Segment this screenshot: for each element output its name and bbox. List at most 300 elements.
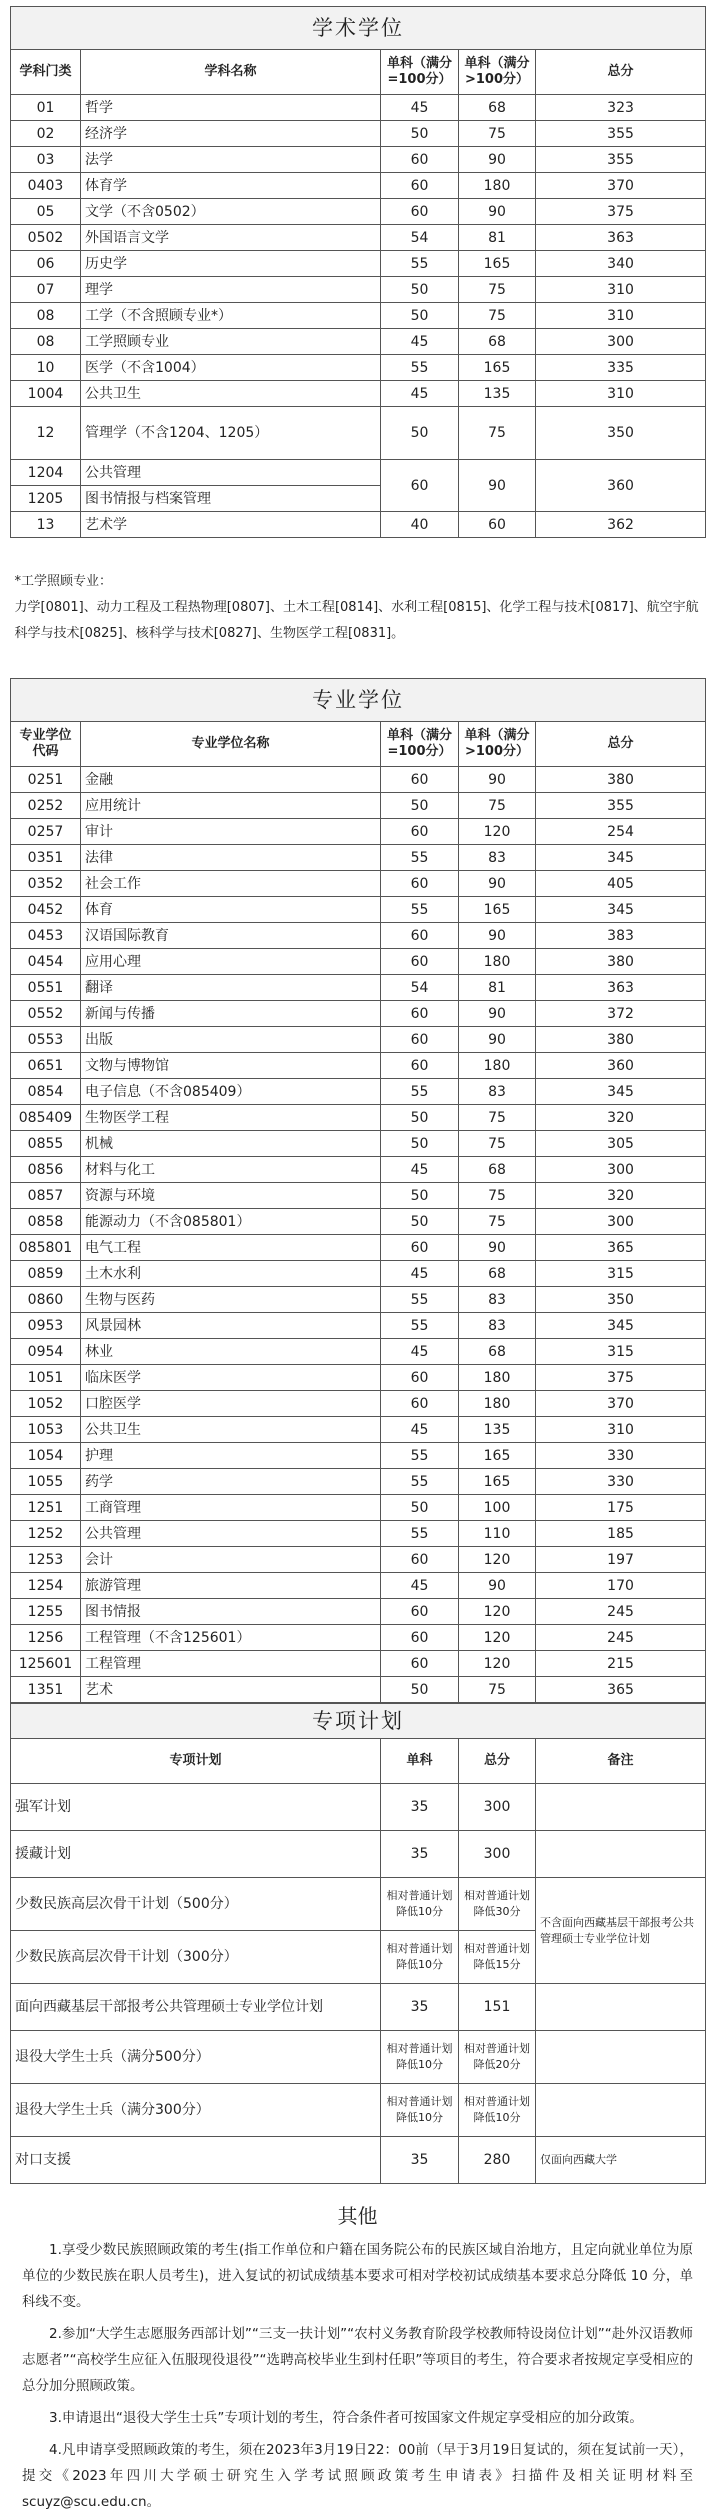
single1-cell: 60 bbox=[381, 949, 459, 975]
total-cell: 365 bbox=[536, 1235, 706, 1261]
single2-cell: 75 bbox=[459, 277, 536, 303]
plan-name: 面向西藏基层干部报考公共管理硕士专业学位计划 bbox=[11, 1984, 381, 2031]
single1-cell: 50 bbox=[381, 407, 459, 460]
name-cell: 材料与化工 bbox=[81, 1157, 381, 1183]
table-row bbox=[11, 2031, 706, 2084]
single2-cell: 110 bbox=[459, 1521, 536, 1547]
note-paragraph: 2.参加“大学生志愿服务西部计划”“三支一扶计划”“农村义务教育阶段学校教师特设岗位计划”“赴外汉语教师志愿者”“高校学生应征入伍服现役退役”“选聘高校毕业生到村任职”等项目的考生，符合要求者按规定享受相应的总分加分照顾政策。 bbox=[22, 2326, 693, 2394]
header-name: 专业学位名称 bbox=[81, 722, 381, 767]
plan-remark bbox=[536, 1984, 706, 2031]
single1-cell: 55 bbox=[381, 1079, 459, 1105]
single1-cell: 60 bbox=[381, 1001, 459, 1027]
code-cell: 03 bbox=[11, 147, 81, 173]
total-cell: 362 bbox=[536, 512, 706, 538]
single1-cell: 50 bbox=[381, 1209, 459, 1235]
engineering-note bbox=[11, 538, 706, 679]
single2-cell: 90 bbox=[459, 1027, 536, 1053]
name-cell: 工程管理（不含125601） bbox=[81, 1625, 381, 1651]
total-cell: 383 bbox=[536, 923, 706, 949]
code-cell: 0352 bbox=[11, 871, 81, 897]
single1-cell: 50 bbox=[381, 1677, 459, 1703]
professional-header-row bbox=[11, 722, 706, 767]
table-row bbox=[11, 949, 706, 975]
total-cell: 355 bbox=[536, 793, 706, 819]
single2-cell: 165 bbox=[459, 355, 536, 381]
single1-cell: 50 bbox=[381, 1131, 459, 1157]
single2-cell: 165 bbox=[459, 1443, 536, 1469]
single1-cell: 45 bbox=[381, 1261, 459, 1287]
plan-name: 退役大学生士兵（满分500分） bbox=[11, 2031, 381, 2084]
code-cell: 1051 bbox=[11, 1365, 81, 1391]
total-cell: 365 bbox=[536, 1677, 706, 1703]
table-row bbox=[11, 1599, 706, 1625]
single2-cell: 120 bbox=[459, 1547, 536, 1573]
name-cell: 旅游管理 bbox=[81, 1573, 381, 1599]
code-cell: 0860 bbox=[11, 1287, 81, 1313]
total-cell: 360 bbox=[536, 1053, 706, 1079]
single2-cell: 90 bbox=[459, 923, 536, 949]
table-row bbox=[11, 1677, 706, 1703]
name-cell: 药学 bbox=[81, 1469, 381, 1495]
single1-cell: 60 bbox=[381, 199, 459, 225]
total-cell: 300 bbox=[536, 1157, 706, 1183]
name-cell: 哲学 bbox=[81, 95, 381, 121]
header-remark: 备注 bbox=[536, 1739, 706, 1784]
total-cell: 305 bbox=[536, 1131, 706, 1157]
plan-total: 相对普通计划降低15分 bbox=[459, 1931, 536, 1984]
single1-cell: 60 bbox=[381, 1599, 459, 1625]
name-cell: 口腔医学 bbox=[81, 1391, 381, 1417]
single2-cell: 120 bbox=[459, 819, 536, 845]
table-row bbox=[11, 1183, 706, 1209]
plan-single: 35 bbox=[381, 2137, 459, 2184]
name-cell: 翻译 bbox=[81, 975, 381, 1001]
total-cell: 175 bbox=[536, 1495, 706, 1521]
single2-cell: 90 bbox=[459, 460, 536, 512]
single1-cell: 55 bbox=[381, 897, 459, 923]
single1-cell: 45 bbox=[381, 95, 459, 121]
special-header-row bbox=[11, 1739, 706, 1784]
total-cell: 330 bbox=[536, 1443, 706, 1469]
total-cell: 360 bbox=[536, 460, 706, 512]
table-row bbox=[11, 277, 706, 303]
total-cell: 245 bbox=[536, 1599, 706, 1625]
plan-remark bbox=[536, 1831, 706, 1878]
total-cell: 345 bbox=[536, 845, 706, 871]
plan-remark: 仅面向西藏大学 bbox=[536, 2137, 706, 2184]
name-cell: 法律 bbox=[81, 845, 381, 871]
name-cell: 汉语国际教育 bbox=[81, 923, 381, 949]
table-row bbox=[11, 1625, 706, 1651]
code-cell: 1256 bbox=[11, 1625, 81, 1651]
plan-total: 相对普通计划降低20分 bbox=[459, 2031, 536, 2084]
single2-cell: 75 bbox=[459, 1105, 536, 1131]
total-cell: 310 bbox=[536, 1417, 706, 1443]
total-cell: 340 bbox=[536, 251, 706, 277]
table-row bbox=[11, 381, 706, 407]
name-cell: 资源与环境 bbox=[81, 1183, 381, 1209]
table-row bbox=[11, 1313, 706, 1339]
single2-cell: 165 bbox=[459, 1469, 536, 1495]
total-cell: 245 bbox=[536, 1625, 706, 1651]
single2-cell: 90 bbox=[459, 199, 536, 225]
name-cell: 工程管理 bbox=[81, 1651, 381, 1677]
single2-cell: 100 bbox=[459, 1495, 536, 1521]
single2-cell: 68 bbox=[459, 1339, 536, 1365]
note-title: *工学照顾专业： bbox=[14, 574, 113, 589]
special-title: 专项计划 bbox=[11, 1704, 706, 1739]
single2-cell: 75 bbox=[459, 407, 536, 460]
name-cell: 工学（不含照顾专业*） bbox=[81, 303, 381, 329]
name-cell: 生物医学工程 bbox=[81, 1105, 381, 1131]
table-row bbox=[11, 1339, 706, 1365]
table-row bbox=[11, 1391, 706, 1417]
code-cell: 085409 bbox=[11, 1105, 81, 1131]
table-row bbox=[11, 1831, 706, 1878]
header-plan: 专项计划 bbox=[11, 1739, 381, 1784]
single2-cell: 135 bbox=[459, 381, 536, 407]
name-cell: 审计 bbox=[81, 819, 381, 845]
table-row bbox=[11, 1261, 706, 1287]
total-cell: 170 bbox=[536, 1573, 706, 1599]
single1-cell: 60 bbox=[381, 1053, 459, 1079]
single1-cell: 50 bbox=[381, 1183, 459, 1209]
name-cell: 公共管理 bbox=[81, 1521, 381, 1547]
header-total: 总分 bbox=[459, 1739, 536, 1784]
header-total: 总分 bbox=[536, 50, 706, 95]
code-cell: 0854 bbox=[11, 1079, 81, 1105]
name-cell: 金融 bbox=[81, 767, 381, 793]
name-cell: 图书情报与档案管理 bbox=[81, 486, 381, 512]
single2-cell: 68 bbox=[459, 1261, 536, 1287]
name-cell: 工学照顾专业 bbox=[81, 329, 381, 355]
header-code: 专业学位代码 bbox=[11, 722, 81, 767]
table-row bbox=[11, 95, 706, 121]
name-cell: 电气工程 bbox=[81, 1235, 381, 1261]
name-cell: 临床医学 bbox=[81, 1365, 381, 1391]
single1-cell: 55 bbox=[381, 355, 459, 381]
code-cell: 01 bbox=[11, 95, 81, 121]
special-plan-table bbox=[10, 1703, 706, 2184]
name-cell: 会计 bbox=[81, 1547, 381, 1573]
single1-cell: 55 bbox=[381, 845, 459, 871]
name-cell: 艺术 bbox=[81, 1677, 381, 1703]
single2-cell: 165 bbox=[459, 251, 536, 277]
table-row bbox=[11, 871, 706, 897]
academic-body bbox=[11, 95, 706, 407]
total-cell: 320 bbox=[536, 1183, 706, 1209]
total-cell: 355 bbox=[536, 147, 706, 173]
single2-cell: 68 bbox=[459, 329, 536, 355]
single1-cell: 45 bbox=[381, 329, 459, 355]
single2-cell: 60 bbox=[459, 512, 536, 538]
name-cell: 外国语言文学 bbox=[81, 225, 381, 251]
table-row bbox=[11, 819, 706, 845]
total-cell: 330 bbox=[536, 1469, 706, 1495]
table-row bbox=[11, 845, 706, 871]
table-row bbox=[11, 2084, 706, 2137]
single2-cell: 75 bbox=[459, 303, 536, 329]
table-row bbox=[11, 1235, 706, 1261]
code-cell: 1205 bbox=[11, 486, 81, 512]
code-cell: 0453 bbox=[11, 923, 81, 949]
plan-single: 35 bbox=[381, 1984, 459, 2031]
single1-cell: 60 bbox=[381, 819, 459, 845]
total-cell: 350 bbox=[536, 407, 706, 460]
plan-total: 151 bbox=[459, 1984, 536, 2031]
name-cell: 电子信息（不含085409） bbox=[81, 1079, 381, 1105]
table-row bbox=[11, 1573, 706, 1599]
total-cell: 345 bbox=[536, 1313, 706, 1339]
table-row bbox=[11, 329, 706, 355]
single2-cell: 180 bbox=[459, 173, 536, 199]
single2-cell: 135 bbox=[459, 1417, 536, 1443]
plan-single: 相对普通计划降低10分 bbox=[381, 2084, 459, 2137]
code-cell: 1253 bbox=[11, 1547, 81, 1573]
code-cell: 1052 bbox=[11, 1391, 81, 1417]
table-row bbox=[11, 897, 706, 923]
code-cell: 12 bbox=[11, 407, 81, 460]
name-cell: 法学 bbox=[81, 147, 381, 173]
single2-cell: 120 bbox=[459, 1599, 536, 1625]
name-cell: 体育 bbox=[81, 897, 381, 923]
single1-cell: 60 bbox=[381, 1235, 459, 1261]
code-cell: 125601 bbox=[11, 1651, 81, 1677]
table-row bbox=[11, 1105, 706, 1131]
single2-cell: 90 bbox=[459, 147, 536, 173]
table-row bbox=[11, 1053, 706, 1079]
single2-cell: 180 bbox=[459, 949, 536, 975]
plan-name: 强军计划 bbox=[11, 1784, 381, 1831]
single2-cell: 81 bbox=[459, 225, 536, 251]
total-cell: 380 bbox=[536, 767, 706, 793]
single1-cell: 50 bbox=[381, 793, 459, 819]
header-single-100: 单科（满分=100分） bbox=[381, 50, 459, 95]
code-cell: 0954 bbox=[11, 1339, 81, 1365]
single1-cell: 45 bbox=[381, 381, 459, 407]
total-cell: 363 bbox=[536, 225, 706, 251]
table-row bbox=[11, 1547, 706, 1573]
total-cell: 375 bbox=[536, 199, 706, 225]
header-single-over-100: 单科（满分>100分） bbox=[459, 50, 536, 95]
single1-cell: 50 bbox=[381, 1495, 459, 1521]
name-cell: 文学（不含0502） bbox=[81, 199, 381, 225]
other-notes bbox=[10, 2184, 705, 2515]
total-cell: 320 bbox=[536, 1105, 706, 1131]
table-row bbox=[11, 1131, 706, 1157]
single2-cell: 75 bbox=[459, 1183, 536, 1209]
single1-cell: 50 bbox=[381, 1105, 459, 1131]
note-body: 力学[0801]、动力工程及工程热物理[0807]、土木工程[0814]、水利工程[0815]、化学工程与技术[0817]、航空宇航科学与技术[0825]、核科学与技术[0827]、生物医学工程[0831]。 bbox=[14, 600, 699, 641]
total-cell: 345 bbox=[536, 897, 706, 923]
single2-cell: 120 bbox=[459, 1651, 536, 1677]
total-cell: 315 bbox=[536, 1339, 706, 1365]
name-cell: 土木水利 bbox=[81, 1261, 381, 1287]
name-cell: 工商管理 bbox=[81, 1495, 381, 1521]
plan-remark: 不含面向西藏基层干部报考公共管理硕士专业学位计划 bbox=[536, 1878, 706, 1984]
table-row bbox=[11, 1495, 706, 1521]
total-cell: 350 bbox=[536, 1287, 706, 1313]
header-category: 学科门类 bbox=[11, 50, 81, 95]
single2-cell: 68 bbox=[459, 95, 536, 121]
code-cell: 08 bbox=[11, 329, 81, 355]
single2-cell: 180 bbox=[459, 1365, 536, 1391]
total-cell: 254 bbox=[536, 819, 706, 845]
code-cell: 1351 bbox=[11, 1677, 81, 1703]
table-row bbox=[11, 1878, 706, 1931]
name-cell: 机械 bbox=[81, 1131, 381, 1157]
code-cell: 0452 bbox=[11, 897, 81, 923]
table-row bbox=[11, 1469, 706, 1495]
single2-cell: 83 bbox=[459, 845, 536, 871]
table-row bbox=[11, 121, 706, 147]
total-cell: 405 bbox=[536, 871, 706, 897]
total-cell: 370 bbox=[536, 1391, 706, 1417]
single2-cell: 75 bbox=[459, 793, 536, 819]
single1-cell: 60 bbox=[381, 871, 459, 897]
total-cell: 185 bbox=[536, 1521, 706, 1547]
name-cell: 经济学 bbox=[81, 121, 381, 147]
code-cell: 0454 bbox=[11, 949, 81, 975]
code-cell: 07 bbox=[11, 277, 81, 303]
academic-table bbox=[10, 6, 706, 1703]
code-cell: 0857 bbox=[11, 1183, 81, 1209]
table-row bbox=[11, 1209, 706, 1235]
total-cell: 215 bbox=[536, 1651, 706, 1677]
name-cell: 护理 bbox=[81, 1443, 381, 1469]
single1-cell: 45 bbox=[381, 1573, 459, 1599]
single1-cell: 60 bbox=[381, 1651, 459, 1677]
total-cell: 323 bbox=[536, 95, 706, 121]
table-row bbox=[11, 1784, 706, 1831]
single2-cell: 75 bbox=[459, 1209, 536, 1235]
code-cell: 085801 bbox=[11, 1235, 81, 1261]
professional-body bbox=[11, 767, 706, 1703]
name-cell: 公共卫生 bbox=[81, 381, 381, 407]
single1-cell: 60 bbox=[381, 173, 459, 199]
plan-total: 相对普通计划降低10分 bbox=[459, 2084, 536, 2137]
total-cell: 197 bbox=[536, 1547, 706, 1573]
code-cell: 10 bbox=[11, 355, 81, 381]
plan-remark bbox=[536, 2084, 706, 2137]
note-paragraph: 1.享受少数民族照顾政策的考生(指工作单位和户籍在国务院公布的民族区域自治地方，且定向就业单位为原单位的少数民族在职人员考生)，进入复试的初试成绩基本要求可相对学校初试成绩基本要求总分降低 10 分，单科线不变。 bbox=[22, 2242, 693, 2310]
single1-cell: 55 bbox=[381, 1287, 459, 1313]
table-row bbox=[11, 1157, 706, 1183]
professional-title: 专业学位 bbox=[11, 679, 706, 722]
academic-header-row bbox=[11, 50, 706, 95]
code-cell: 1055 bbox=[11, 1469, 81, 1495]
single1-cell: 55 bbox=[381, 1521, 459, 1547]
table-row bbox=[11, 1521, 706, 1547]
table-row bbox=[11, 1027, 706, 1053]
plan-name: 对口支援 bbox=[11, 2137, 381, 2184]
plan-single: 35 bbox=[381, 1831, 459, 1878]
code-cell: 08 bbox=[11, 303, 81, 329]
plan-single: 相对普通计划降低10分 bbox=[381, 1878, 459, 1931]
name-cell: 图书情报 bbox=[81, 1599, 381, 1625]
single1-cell: 60 bbox=[381, 1547, 459, 1573]
table-row bbox=[11, 460, 706, 486]
total-cell: 335 bbox=[536, 355, 706, 381]
name-cell: 理学 bbox=[81, 277, 381, 303]
header-single: 单科 bbox=[381, 1739, 459, 1784]
header-total: 总分 bbox=[536, 722, 706, 767]
total-cell: 355 bbox=[536, 121, 706, 147]
code-cell: 1053 bbox=[11, 1417, 81, 1443]
name-cell: 公共卫生 bbox=[81, 1417, 381, 1443]
code-cell: 1004 bbox=[11, 381, 81, 407]
plan-name: 退役大学生士兵（满分300分） bbox=[11, 2084, 381, 2137]
plan-total: 相对普通计划降低30分 bbox=[459, 1878, 536, 1931]
single1-cell: 60 bbox=[381, 147, 459, 173]
total-cell: 380 bbox=[536, 949, 706, 975]
single1-cell: 54 bbox=[381, 225, 459, 251]
single2-cell: 90 bbox=[459, 1001, 536, 1027]
name-cell: 管理学（不含1204、1205） bbox=[81, 407, 381, 460]
single1-cell: 45 bbox=[381, 1339, 459, 1365]
name-cell: 社会工作 bbox=[81, 871, 381, 897]
name-cell: 历史学 bbox=[81, 251, 381, 277]
name-cell: 风景园林 bbox=[81, 1313, 381, 1339]
code-cell: 02 bbox=[11, 121, 81, 147]
table-row bbox=[11, 975, 706, 1001]
plan-name: 少数民族高层次骨干计划（300分） bbox=[11, 1931, 381, 1984]
name-cell: 应用统计 bbox=[81, 793, 381, 819]
code-cell: 1054 bbox=[11, 1443, 81, 1469]
table-row bbox=[11, 173, 706, 199]
code-cell: 0403 bbox=[11, 173, 81, 199]
single1-cell: 54 bbox=[381, 975, 459, 1001]
single1-cell: 50 bbox=[381, 303, 459, 329]
single1-cell: 60 bbox=[381, 1027, 459, 1053]
single2-cell: 75 bbox=[459, 1677, 536, 1703]
name-cell: 林业 bbox=[81, 1339, 381, 1365]
plan-total: 300 bbox=[459, 1784, 536, 1831]
single1-cell: 50 bbox=[381, 277, 459, 303]
name-cell: 体育学 bbox=[81, 173, 381, 199]
code-cell: 0551 bbox=[11, 975, 81, 1001]
code-cell: 1251 bbox=[11, 1495, 81, 1521]
table-row bbox=[11, 1001, 706, 1027]
table-row bbox=[11, 1287, 706, 1313]
table-row bbox=[11, 1651, 706, 1677]
code-cell: 0351 bbox=[11, 845, 81, 871]
single1-cell: 60 bbox=[381, 460, 459, 512]
academic-title: 学术学位 bbox=[11, 7, 706, 50]
code-cell: 1254 bbox=[11, 1573, 81, 1599]
single2-cell: 90 bbox=[459, 767, 536, 793]
single2-cell: 165 bbox=[459, 897, 536, 923]
table-row bbox=[11, 251, 706, 277]
total-cell: 372 bbox=[536, 1001, 706, 1027]
table-row bbox=[11, 767, 706, 793]
name-cell: 文物与博物馆 bbox=[81, 1053, 381, 1079]
code-cell: 0252 bbox=[11, 793, 81, 819]
plan-remark bbox=[536, 2031, 706, 2084]
table-row bbox=[11, 1984, 706, 2031]
single2-cell: 180 bbox=[459, 1391, 536, 1417]
single1-cell: 60 bbox=[381, 1625, 459, 1651]
plan-remark bbox=[536, 1784, 706, 1831]
code-cell: 0553 bbox=[11, 1027, 81, 1053]
table-row bbox=[11, 303, 706, 329]
single1-cell: 55 bbox=[381, 1469, 459, 1495]
code-cell: 0251 bbox=[11, 767, 81, 793]
code-cell: 0855 bbox=[11, 1131, 81, 1157]
code-cell: 0856 bbox=[11, 1157, 81, 1183]
name-cell: 出版 bbox=[81, 1027, 381, 1053]
code-cell: 1255 bbox=[11, 1599, 81, 1625]
